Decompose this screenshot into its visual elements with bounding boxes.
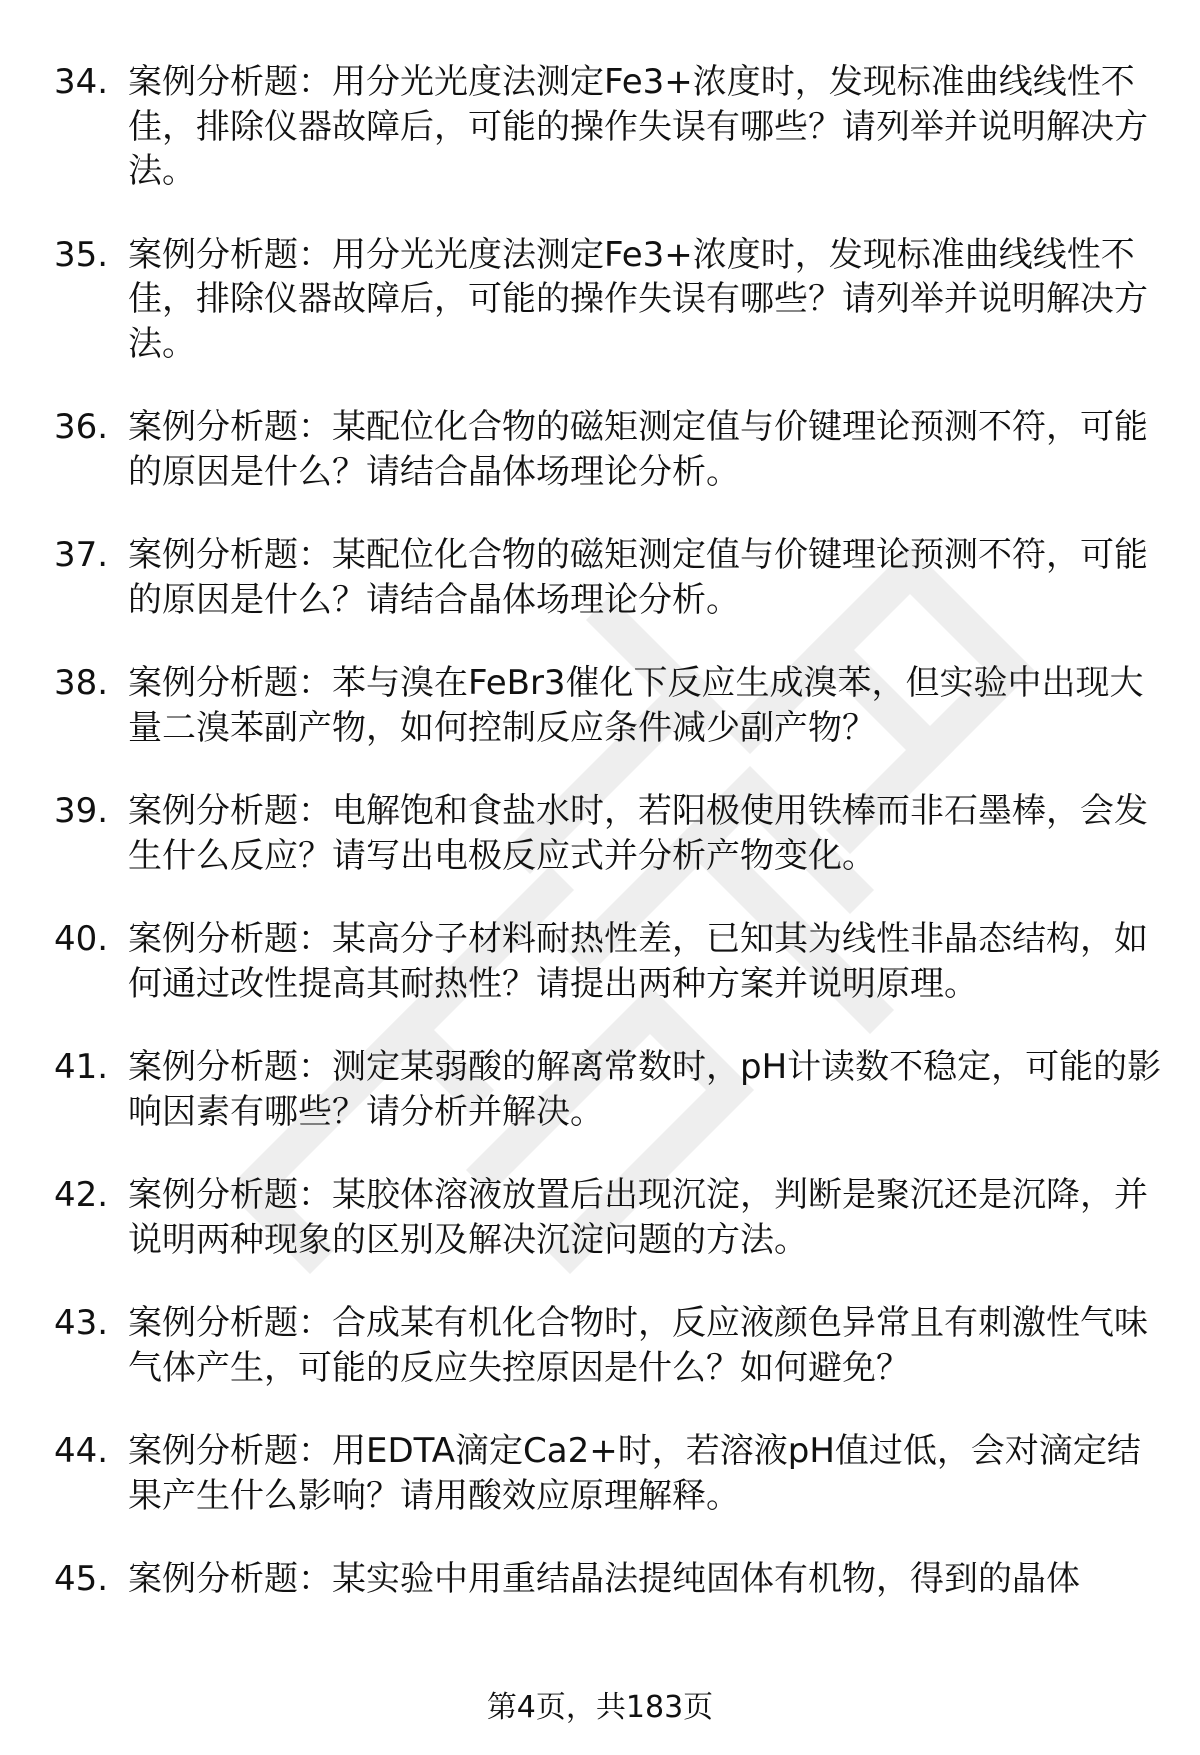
question-item bbox=[54, 1557, 1164, 1602]
question-text: 案例分析题：苯与溴在FeBr3催化下反应生成溴苯，但实验中出现大量二溴苯副产物，如何控制反应条件减少副产物？ bbox=[128, 663, 1144, 748]
question-item bbox=[54, 789, 1164, 878]
question-number: 34. bbox=[54, 62, 109, 102]
question-number: 36. bbox=[54, 407, 109, 447]
question-item bbox=[54, 1045, 1164, 1134]
question-number: 44. bbox=[54, 1431, 109, 1471]
question-number: 42. bbox=[54, 1175, 109, 1215]
question-number: 39. bbox=[54, 791, 109, 831]
question-number: 41. bbox=[54, 1047, 109, 1087]
question-item bbox=[54, 1173, 1164, 1262]
question-item bbox=[54, 661, 1164, 750]
question-number: 35. bbox=[54, 234, 109, 275]
question-text: 案例分析题：某实验中用重结晶法提纯固体有机物，得到的晶体 bbox=[128, 1559, 1080, 1599]
question-text: 案例分析题：某胶体溶液放置后出现沉淀，判断是聚沉还是沉降，并说明两种现象的区别及解决沉淀问题的方法。 bbox=[128, 1175, 1148, 1260]
question-text: 案例分析题：用EDTA滴定Ca2+时，若溶液pH值过低，会对滴定结果产生什么影响？请用酸效应原理解释。 bbox=[128, 1431, 1141, 1516]
question-item bbox=[54, 1429, 1164, 1518]
question-text: 案例分析题：某配位化合物的磁矩测定值与价键理论预测不符，可能的原因是什么？请结合晶体场理论分析。 bbox=[128, 407, 1148, 492]
question-item bbox=[54, 533, 1164, 622]
question-item bbox=[54, 233, 1164, 367]
question-item bbox=[54, 405, 1164, 494]
question-item bbox=[54, 1301, 1164, 1390]
question-number: 45. bbox=[54, 1559, 109, 1599]
question-list bbox=[54, 60, 1164, 1602]
question-number: 38. bbox=[54, 663, 109, 703]
question-text: 案例分析题：电解饱和食盐水时，若阳极使用铁棒而非石墨棒，会发生什么反应？请写出电极反应式并分析产物变化。 bbox=[128, 791, 1148, 876]
question-number: 43. bbox=[54, 1303, 109, 1343]
question-text: 案例分析题：某高分子材料耐热性差，已知其为线性非晶态结构，如何通过改性提高其耐热性？请提出两种方案并说明原理。 bbox=[128, 919, 1148, 1004]
question-item bbox=[54, 60, 1164, 194]
question-number: 37. bbox=[54, 535, 109, 575]
question-text: 案例分析题：测定某弱酸的解离常数时，pH计读数不稳定，可能的影响因素有哪些？请分析并解决。 bbox=[128, 1047, 1162, 1132]
question-text: 案例分析题：合成某有机化合物时，反应液颜色异常且有刺激性气味气体产生，可能的反应失控原因是什么？如何避免？ bbox=[128, 1303, 1148, 1388]
question-number: 40. bbox=[54, 919, 109, 959]
page-number: 第4页，共183页 bbox=[486, 1690, 714, 1725]
question-text: 案例分析题：某配位化合物的磁矩测定值与价键理论预测不符，可能的原因是什么？请结合晶体场理论分析。 bbox=[128, 535, 1148, 620]
question-text: 案例分析题：用分光光度法测定Fe3+浓度时，发现标准曲线线性不佳，排除仪器故障后，可能的操作失误有哪些？请列举并说明解决方法。 bbox=[128, 234, 1148, 364]
question-text: 案例分析题：用分光光度法测定Fe3+浓度时，发现标准曲线线性不佳，排除仪器故障后，可能的操作失误有哪些？请列举并说明解决方法。 bbox=[128, 62, 1148, 191]
question-item bbox=[54, 917, 1164, 1006]
